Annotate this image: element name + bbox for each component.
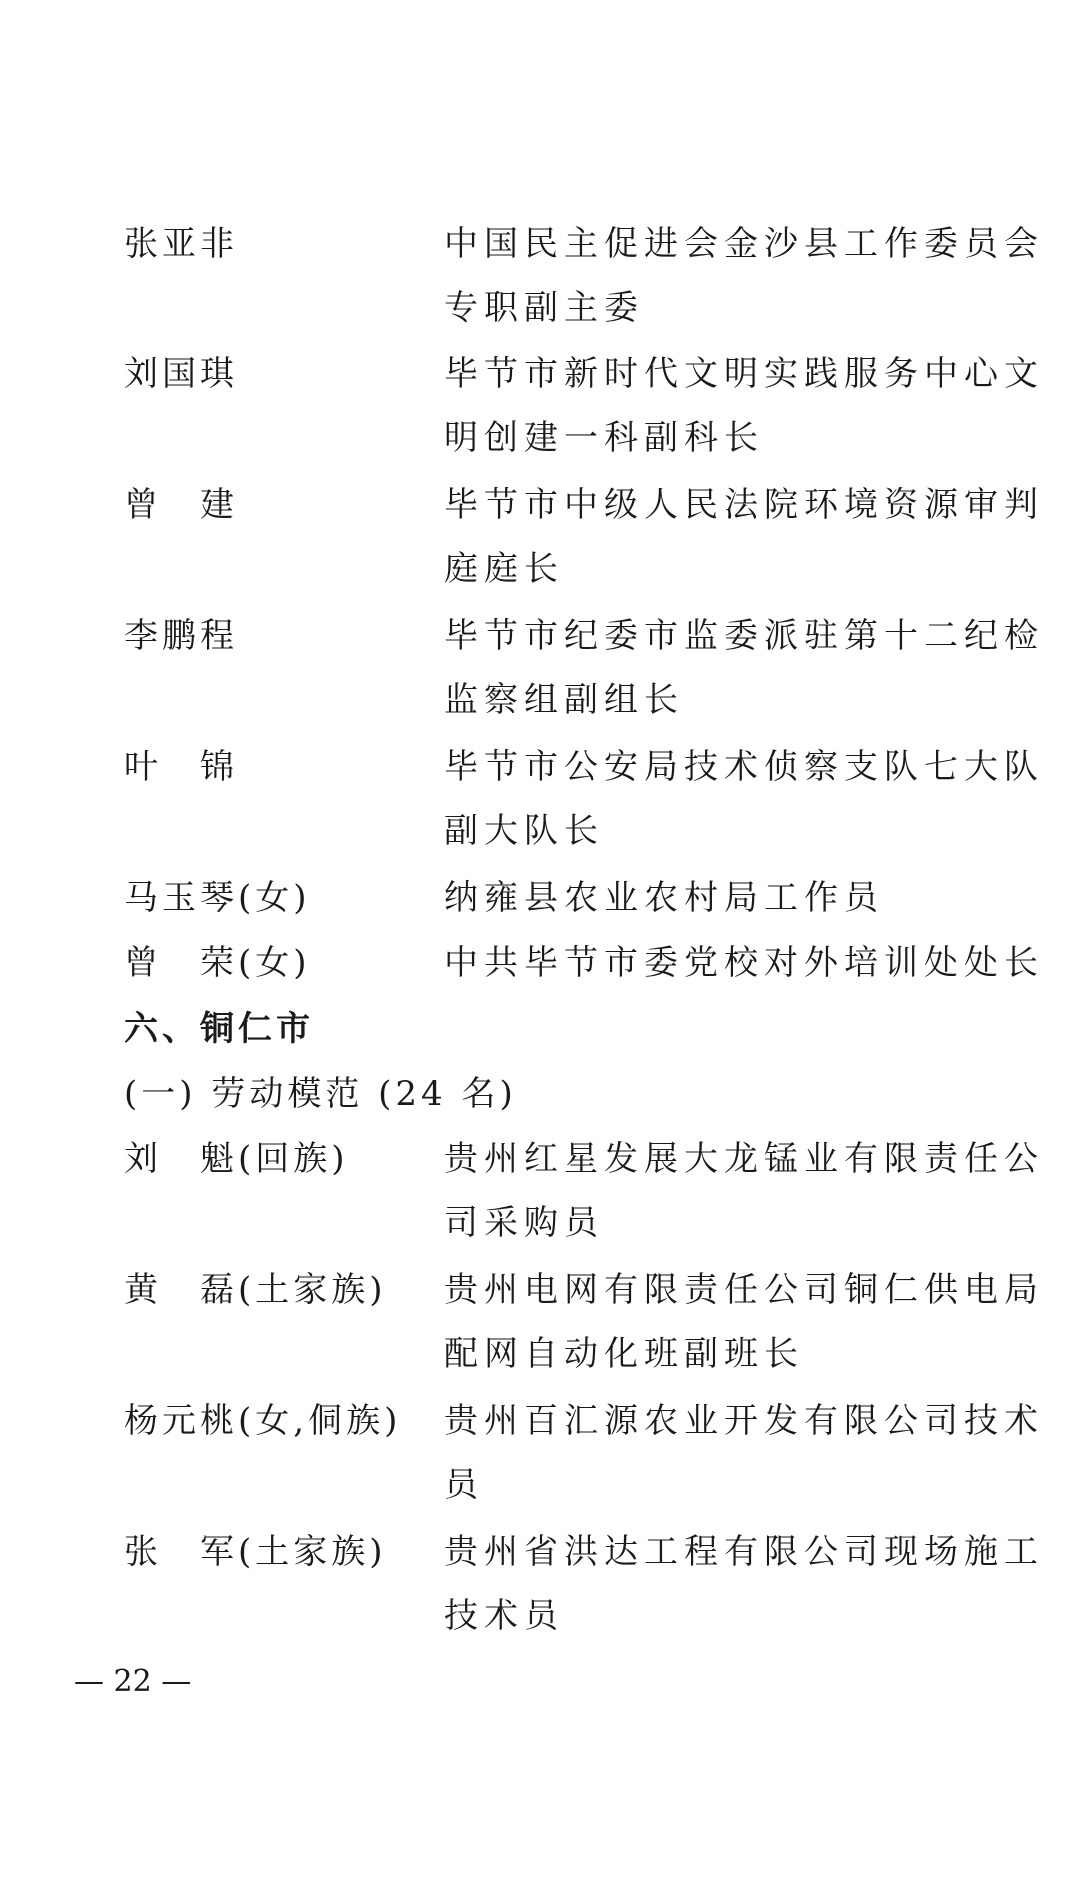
person-title: 贵州百汇源农业开发有限公司技术员 bbox=[444, 1401, 1044, 1505]
person-name: 刘国琪 bbox=[124, 354, 238, 394]
person-name: 李鹏程 bbox=[124, 616, 238, 656]
person-title: 中国民主促进会金沙县工作委员会专职副主委 bbox=[444, 224, 1044, 328]
person-name: 马玉琴(女) bbox=[124, 878, 311, 918]
person-title: 中共毕节市委党校对外培训处处长 bbox=[444, 943, 1044, 983]
subsection-heading: (一) 劳动模范 (24 名) bbox=[124, 1074, 517, 1114]
person-name: 张亚非 bbox=[124, 224, 238, 264]
person-title: 毕节市中级人民法院环境资源审判庭庭长 bbox=[444, 485, 1044, 589]
person-name: 曾 建 bbox=[124, 485, 238, 525]
person-title: 毕节市公安局技术侦察支队七大队副大队长 bbox=[444, 747, 1044, 851]
person-name: 杨元桃(女,侗族) bbox=[124, 1401, 402, 1441]
person-title: 毕节市新时代文明实践服务中心文明创建一科副科长 bbox=[444, 354, 1044, 458]
person-name: 刘 魁(回族) bbox=[124, 1139, 349, 1179]
person-title: 贵州省洪达工程有限公司现场施工技术员 bbox=[444, 1532, 1044, 1636]
page-number: — 22 — bbox=[74, 1664, 192, 1699]
person-title: 纳雍县农业农村局工作员 bbox=[444, 878, 884, 918]
person-name: 曾 荣(女) bbox=[124, 943, 311, 983]
person-name: 黄 磊(土家族) bbox=[124, 1270, 387, 1310]
person-name: 叶 锦 bbox=[124, 747, 238, 787]
person-title: 贵州电网有限责任公司铜仁供电局配网自动化班副班长 bbox=[444, 1270, 1044, 1374]
person-title: 贵州红星发展大龙锰业有限责任公司采购员 bbox=[444, 1139, 1044, 1243]
section-heading: 六、铜仁市 bbox=[124, 1009, 314, 1049]
person-name: 张 军(土家族) bbox=[124, 1532, 387, 1572]
person-title: 毕节市纪委市监委派驻第十二纪检监察组副组长 bbox=[444, 616, 1044, 720]
